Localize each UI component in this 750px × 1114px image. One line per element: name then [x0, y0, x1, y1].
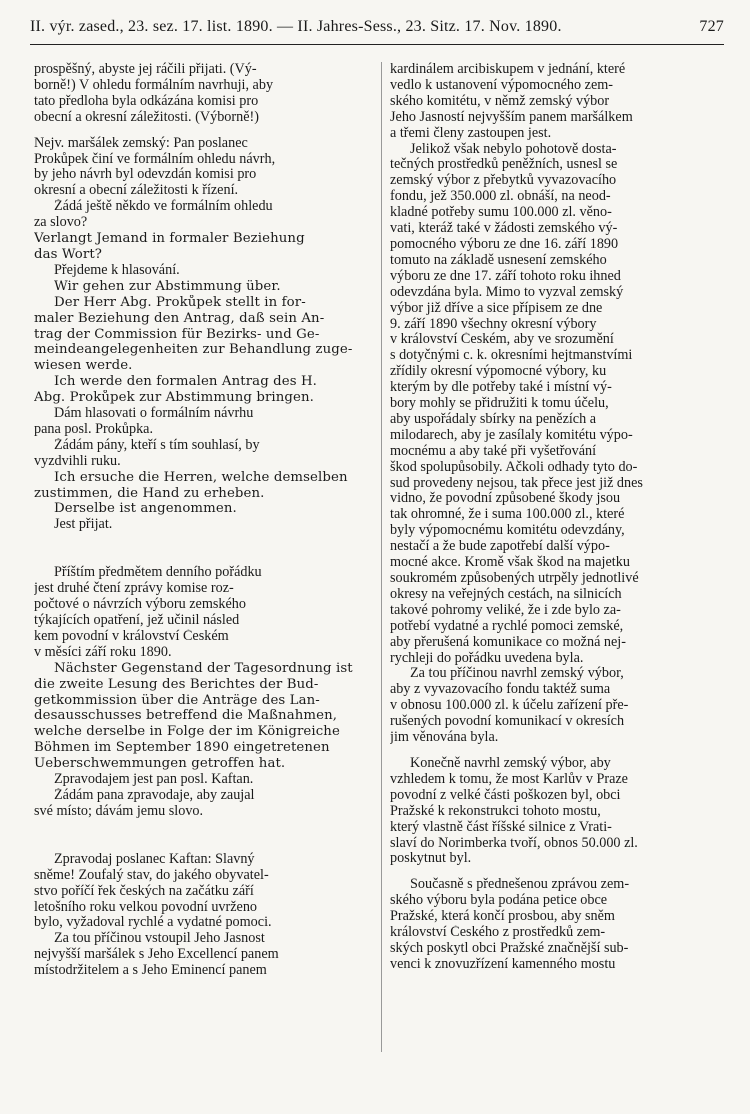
left-column-line: [34, 836, 374, 852]
left-column-line: stvo poříčí řek českých na začátku září: [34, 883, 254, 899]
right-column-line: výbor již dříve a sice přípisem ze dne: [390, 300, 603, 316]
page-number: 727: [699, 18, 724, 35]
left-column-line: své místo; dávám jemu slovo.: [34, 803, 204, 819]
right-column-line: který vlastně část říšské silnice z Vrati-: [390, 819, 612, 835]
left-column-line: [34, 820, 374, 836]
right-column-line: ských poskytl obci Pražské značnější sub-: [390, 940, 629, 956]
left-column-line: borně!) V ohledu formálním navrhuji, aby: [34, 77, 274, 93]
left-column-line: wiesen werde.: [34, 358, 133, 374]
right-column-line: tečných prostředků peněžních, usnesl se: [390, 157, 618, 173]
left-column-line: kem povodní v království Českém: [34, 628, 229, 644]
left-column-line: bylo, vyžadoval rychlé a vydatné pomoci.: [34, 915, 272, 931]
right-column-line: a třemi členy zastoupen jest.: [390, 125, 552, 141]
right-column-line: ského výboru byla podána petice obce: [390, 893, 608, 909]
right-column-line: poskytnut byl.: [390, 851, 472, 867]
right-column-line: ského komitétu, v němž zemský výbor: [390, 93, 610, 109]
left-column-line: okresní a obecní záležitosti k řízení.: [34, 183, 239, 199]
left-column-line: Žádám pány, kteří s tím souhlasí, by: [54, 437, 260, 453]
right-column-line: aby z vyvazovacího fondu taktéž suma: [390, 682, 611, 698]
left-column-line: týkajících opatření, jež učinil násled: [34, 613, 240, 628]
left-column-line: Verlangt Jemand in formaler Beziehung: [34, 231, 305, 247]
left-column-line: welche derselbe in Folge der im Königreiche: [34, 724, 340, 740]
right-column-line: nestačí a že bude zapotřebí další výpo-: [390, 539, 610, 555]
right-column: [390, 62, 714, 973]
left-column-line: [34, 533, 374, 549]
right-column-line: Jeho Jasností nejvyšším panem maršálkem: [390, 109, 633, 125]
right-column-line: potřebí vydatné a rychlé pomoci zemské,: [390, 618, 624, 634]
right-column-line: vedlo k ustanovení výpomocného zem-: [390, 77, 614, 93]
header-session-info: II. výr. zased., 23. sez. 17. list. 1890. — II. Jahres-Sess., 23. Sitz. 17. Nov. 1890.: [30, 18, 562, 35]
left-column-line: maler Beziehung den Antrag, daß sein An-: [34, 310, 325, 326]
left-column-line: Wir gehen zur Abstimmung über.: [54, 278, 281, 294]
right-column-line: odevzdána byla. Mimo to vyzval zemský: [390, 284, 624, 300]
right-column-line: kterým by dle potřeby také i místní vý-: [390, 380, 612, 396]
left-column-line: Nejv. maršálek zemský: Pan poslanec: [34, 135, 248, 151]
left-column-line: počtové o návrzích výboru zemského: [34, 597, 246, 613]
right-column-line: Jelikož však nebylo pohotově dosta-: [410, 141, 617, 157]
left-column-line: Přejdeme k hlasování.: [54, 262, 180, 278]
right-column-line: Pražské, která končí prosbou, aby sněm: [390, 909, 615, 925]
left-column-line: das Wort?: [34, 246, 102, 262]
right-column-line: mocnému a aby také při vyšetřování: [390, 443, 597, 459]
right-column-line: fondu, jež 350.000 zl. obnáší, na neod-: [390, 189, 611, 205]
left-column-line: trag der Commission für Bezirks- und Ge-: [34, 326, 320, 342]
right-column-line: Současně s přednešenou zprávou zem-: [410, 877, 630, 893]
right-column-line: rušených povodní komunikací v okresích: [390, 714, 625, 730]
right-column-line: tomuto na základě usnesení zemského: [390, 252, 607, 268]
left-column-line: [34, 549, 374, 565]
left-column-line: Nächster Gegenstand der Tagesordnung ist: [54, 660, 353, 676]
right-column-line: Konečně navrhl zemský výbor, aby: [410, 755, 611, 771]
left-column-line: Ich werde den formalen Antrag des H.: [54, 374, 317, 390]
right-column-line: vidno, že povodní způsobené škody jsou: [390, 491, 621, 507]
right-column-line: kladné potřeby sumu 100.000 zl. věno-: [390, 205, 612, 221]
left-column-line: Zpravodaj poslanec Kaftan: Slavný: [54, 851, 255, 867]
left-column-line: obecní a okresní záležitosti. (Výborně!): [34, 109, 259, 125]
left-column-line: pana posl. Prokůpka.: [34, 421, 154, 437]
left-column-line: prospěšný, abyste jej ráčili přijati. (Vý-: [34, 62, 257, 77]
left-column-line: letošního roku velkou povodní uvrženo: [34, 899, 258, 915]
right-column-line: tak ohromné, že i suma 100.000 zl., které: [390, 507, 625, 523]
right-column-line: slaví do Norimberka tvoří, obnos 50.000 zl.: [390, 835, 638, 851]
right-column-line: soukromém způsobených utrpěly jednotlivé: [390, 571, 639, 586]
right-column-line: takové pohromy veliké, že i zde bylo za-: [390, 602, 621, 618]
left-column-line: die zweite Lesung des Berichtes der Bud-: [34, 676, 319, 692]
left-column-line: Žádá ještě někdo ve formálním ohledu: [54, 199, 273, 215]
left-column-line: za slovo?: [34, 215, 88, 231]
left-column-line: jest druhé čtení zprávy komise roz-: [34, 581, 234, 597]
left-column-line: Der Herr Abg. Prokůpek stellt in for-: [54, 294, 306, 310]
right-column-line: Za tou příčinou navrhl zemský výbor,: [410, 666, 624, 682]
left-column-line: místodržitelem a s Jeho Eminencí panem: [34, 963, 267, 979]
left-column-line: Žádám pana zpravodaje, aby zaujal: [54, 787, 255, 803]
right-column-line: pomocného výboru ze dne 16. září 1890: [390, 236, 619, 252]
right-column-line: zřídily okresní výpomocné výbory, ku: [390, 364, 607, 380]
left-column-line: sněme! Zoufalý stav, do jakého obyvatel-: [34, 867, 269, 883]
right-column-line: [390, 867, 714, 877]
left-column: [34, 62, 374, 979]
left-column-line: tato předloha byla odkázána komisi pro: [34, 93, 259, 109]
left-column-line: Prokůpek činí ve formálním ohledu návrh,: [34, 151, 276, 167]
right-column-line: povodní z velké části poškozen byl, obci: [390, 787, 621, 803]
left-column-line: Derselbe ist angenommen.: [54, 501, 237, 517]
right-column-line: zemský výbor z přebytků vyvazovacího: [390, 173, 617, 189]
right-column-line: s dotyčnými c. k. okresními hejtmanstvími: [390, 348, 633, 364]
left-column-line: desausschusses betreffend die Maßnahmen,: [34, 708, 338, 724]
right-column-line: království Českého z prostředků zem-: [390, 925, 606, 941]
right-column-line: aby přerušená komunikace co možná nej-: [390, 634, 626, 650]
right-column-line: okresy na veřejných cestách, na silnicích: [390, 586, 622, 602]
left-column-line: Zpravodajem jest pan posl. Kaftan.: [54, 772, 254, 788]
left-column-line: Abg. Prokůpek zur Abstimmung bringen.: [34, 390, 314, 406]
right-column-line: 9. září 1890 všechny okresní výbory: [390, 316, 597, 332]
left-column-line: vyzdvihli ruku.: [34, 453, 121, 469]
left-column-line: getkommission über die Anträge des Lan-: [34, 692, 320, 708]
right-column-line: aby uspořádaly sbírky na penězích a: [390, 411, 597, 427]
right-column-line: sud provedeny nejsou, tak přece jest již dnes: [390, 475, 643, 491]
left-column-line: [34, 126, 374, 136]
right-column-line: venci k znovuzřízení kamenného mostu: [390, 956, 616, 972]
right-column-line: bory mohly se přidružiti k tomu účelu,: [390, 396, 609, 412]
right-column-line: milodarech, aby je zasílaly komitétu výpo-: [390, 427, 633, 443]
left-column-line: v měsíci září roku 1890.: [34, 644, 172, 660]
right-column-line: rychleji do pořádku uvedena byla.: [390, 650, 584, 666]
right-column-line: výboru ze dne 17. září tohoto roku ihned: [390, 268, 621, 284]
right-column-line: škod spolupůsobily. Ačkoli odhady tyto do-: [390, 459, 638, 475]
left-column-line: Dám hlasovati o formálním návrhu: [54, 406, 254, 422]
right-column-line: vzhledem k tomu, že most Karlův v Praze: [390, 771, 628, 787]
right-column-line: kardinálem arcibiskupem v jednání, které: [390, 62, 626, 77]
left-column-line: by jeho návrh byl odevzdán komisi pro: [34, 167, 257, 183]
right-column-line: v království Českém, aby ve srozumění: [390, 332, 614, 348]
right-column-line: byly výpomocnému komitétu odevzdány,: [390, 523, 625, 539]
column-divider: [381, 62, 382, 1052]
left-column-line: Za tou příčinou vstoupil Jeho Jasnost: [54, 931, 265, 947]
right-column-line: [390, 746, 714, 756]
right-column-line: vati, kteráž také v žádosti zemského vý-: [390, 221, 618, 237]
left-column-line: Ueberschwemmungen getroffen hat.: [34, 756, 286, 772]
page-header: [30, 18, 724, 36]
left-column-line: Příštím předmětem denního pořádku: [54, 565, 262, 581]
left-column-line: nejvyšší maršálek s Jeho Excellencí panem: [34, 947, 279, 963]
right-column-line: Pražské k rekonstrukci tohoto mostu,: [390, 803, 601, 819]
left-column-line: meindeangelegenheiten zur Behandlung zuge-: [34, 342, 353, 358]
left-column-line: Böhmen im September 1890 eingetretenen: [34, 740, 330, 756]
left-column-line: Ich ersuche die Herren, welche demselben: [54, 469, 348, 485]
left-column-line: Jest přijat.: [54, 517, 113, 533]
left-column-line: zustimmen, die Hand zu erheben.: [34, 485, 265, 501]
right-column-line: v obnosu 100.000 zl. k účelu zařízení pře-: [390, 698, 629, 714]
right-column-line: jim věnována byla.: [390, 730, 499, 746]
header-rule: [30, 44, 724, 45]
right-column-line: mocné akce. Kromě však škod na majetku: [390, 555, 630, 571]
